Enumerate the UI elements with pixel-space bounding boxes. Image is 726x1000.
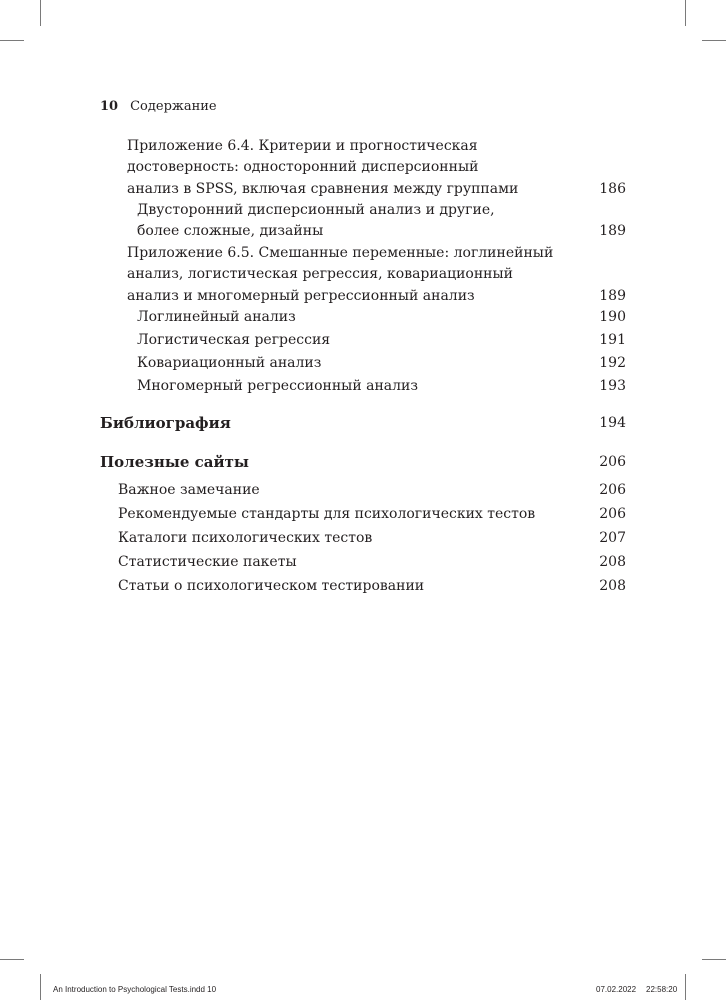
toc-entry-title: Приложение 6.5. Смешанные переменные: логлинейный bbox=[127, 245, 554, 261]
toc-chapter-title: Полезные сайты bbox=[100, 453, 249, 471]
section-title: Содержание bbox=[130, 99, 217, 114]
toc-entry-title: Статьи о психологическом тестировании bbox=[118, 578, 425, 594]
toc-page-number: 194 bbox=[599, 415, 626, 431]
toc-page-number: 206 bbox=[599, 506, 626, 522]
toc-entry-title: Логистическая регрессия bbox=[137, 332, 331, 348]
toc-entry-title: Статистические пакеты bbox=[118, 554, 297, 570]
crop-mark bbox=[702, 40, 726, 41]
toc-page-number: 206 bbox=[599, 482, 626, 498]
toc-page-number: 190 bbox=[599, 309, 626, 325]
toc-chapter-title: Библиография bbox=[100, 414, 231, 432]
toc-page-number: 208 bbox=[599, 578, 626, 594]
slug-time: 22:58:20 bbox=[646, 985, 678, 994]
toc-entry-title: Многомерный регрессионный анализ bbox=[137, 378, 418, 394]
crop-mark bbox=[40, 0, 41, 26]
toc-entry-title: Рекомендуемые стандарты для психологических тестов bbox=[118, 506, 536, 522]
toc-page-number: 186 bbox=[599, 180, 626, 197]
toc-page-number: 207 bbox=[599, 530, 626, 546]
toc-page-number: 192 bbox=[599, 355, 626, 371]
crop-mark bbox=[702, 959, 726, 960]
toc-entry-title: анализ, логистическая регрессия, ковариационный bbox=[127, 266, 513, 283]
toc-entry-title: Ковариационный анализ bbox=[137, 355, 322, 371]
toc-entry-title: Двусторонний дисперсионный анализ и другие, bbox=[137, 202, 495, 218]
toc-page-number: 206 bbox=[599, 454, 626, 470]
toc-entry-title: Каталоги психологических тестов bbox=[118, 530, 373, 546]
crop-mark bbox=[685, 974, 686, 1000]
toc-entry-title: Логлинейный анализ bbox=[137, 309, 296, 325]
toc-entry-title: анализ в SPSS, включая сравнения между группами bbox=[127, 180, 519, 197]
toc-page-number: 189 bbox=[599, 287, 626, 304]
page-number: 10 bbox=[100, 99, 119, 114]
toc-entry-title: Приложение 6.4. Критерии и прогностическая bbox=[127, 138, 478, 154]
slug-date: 07.02.2022 bbox=[596, 985, 637, 994]
toc-entry-title: более сложные, дизайны bbox=[137, 223, 324, 240]
crop-mark bbox=[0, 40, 24, 41]
toc-page-number: 191 bbox=[599, 332, 626, 348]
toc-page-number: 208 bbox=[599, 554, 626, 570]
crop-mark bbox=[0, 959, 24, 960]
toc-entry-title: достоверность: односторонний дисперсионный bbox=[127, 159, 479, 176]
toc-entry-title: анализ и многомерный регрессионный анализ bbox=[127, 287, 475, 304]
crop-mark bbox=[685, 0, 686, 26]
slug-filename: An Introduction to Psychological Tests.indd 10 bbox=[53, 985, 217, 994]
crop-mark bbox=[40, 974, 41, 1000]
running-head bbox=[100, 99, 217, 115]
toc-page-number: 193 bbox=[599, 378, 626, 394]
toc-entry-title: Важное замечание bbox=[118, 482, 260, 498]
toc-page-number: 189 bbox=[599, 223, 626, 240]
